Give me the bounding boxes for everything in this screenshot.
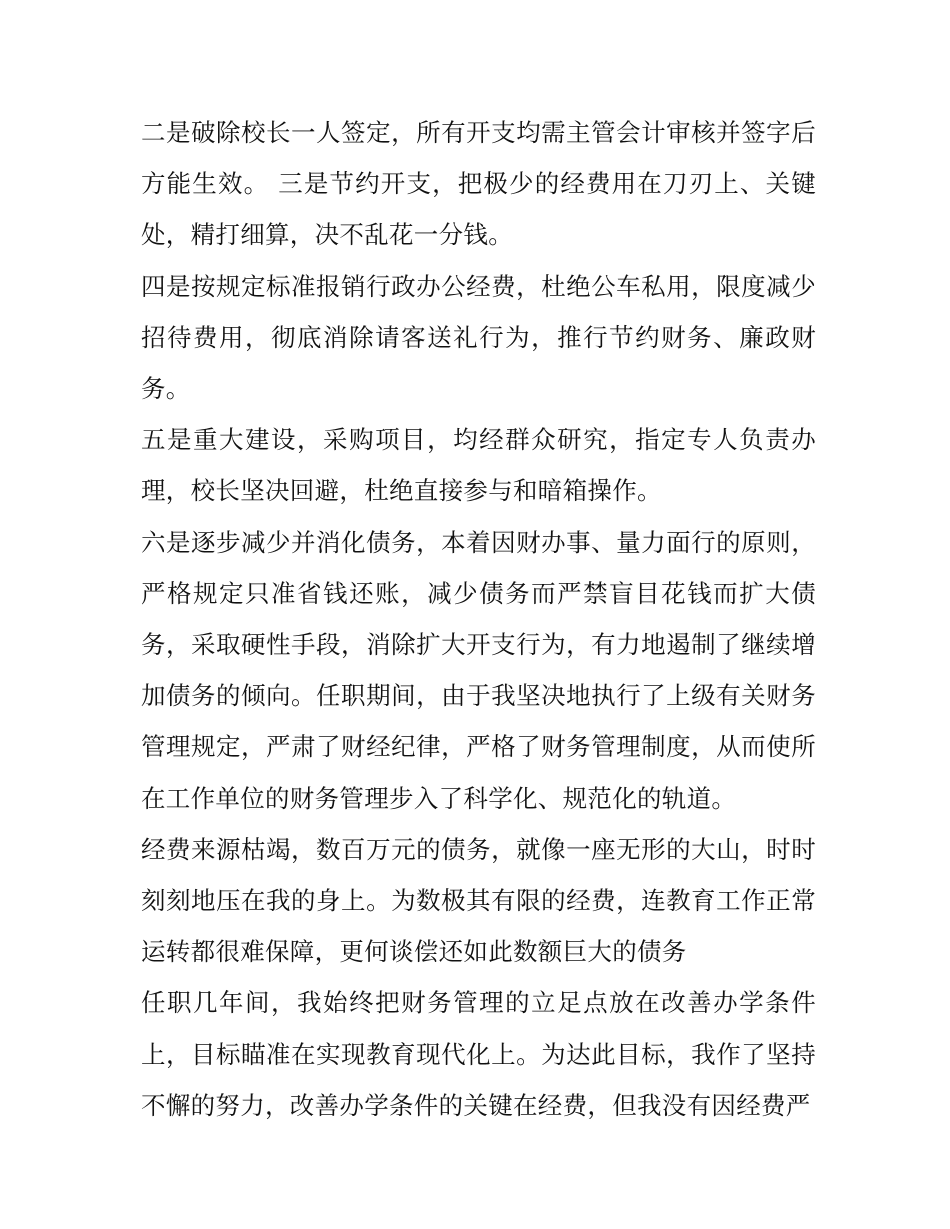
paragraph-funding: 经费来源枯竭，数百万元的债务，就像一座无形的大山，时时刻刻地压在我的身上。为数极其有限的经费，连教育工作正常运转都很难保障，更何谈偿还如此数额巨大的债务 [141, 834, 816, 967]
paragraph-tenure: 任职几年间，我始终把财务管理的立足点放在改善办学条件上，目标瞄准在实现教育现代化上。为达此目标，我作了坚持不懈的努力，改善办学条件的关键在经费，但我没有因经费严 [141, 988, 816, 1120]
paragraph-4: 四是按规定标准报销行政办公经费，杜绝公车私用，限度减少招待费用，彻底消除请客送礼行为，推行节约财务、廉政财务。 [141, 271, 816, 404]
paragraph-5: 五是重大建设，采购项目，均经群众研究，指定专人负责办理，校长坚决回避，杜绝直接参与和暗箱操作。 [141, 425, 816, 506]
paragraph-6: 六是逐步减少并消化债务，本着因财办事、量力面行的原则，严格规定只准省钱还账，减少债务而严禁盲目花钱而扩大债务，采取硬性手段，消除扩大开支行为，有力地遏制了继续增加债务的倾向。任职期间，由于我坚决地执行了上级有关财务管理规定，严肃了财经纪律，严格了财务管理制度，从而使所在工作单位的财务管理步入了科学化、规范化的轨道。 [141, 527, 816, 813]
paragraph-2-3: 二是破除校长一人签定，所有开支均需主管会计审核并签字后方能生效。 三是节约开支，把极少的经费用在刀刃上、关键处，精打细算，决不乱花一分钱。 [141, 118, 816, 250]
document-body [141, 107, 816, 1131]
